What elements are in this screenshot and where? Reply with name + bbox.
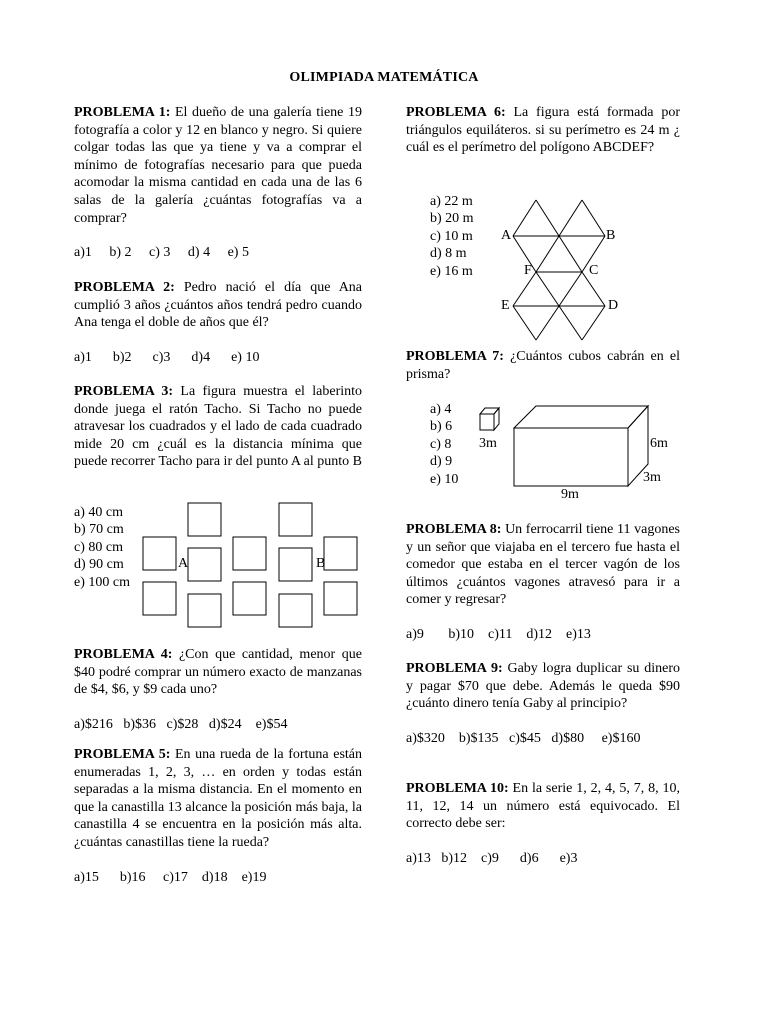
maze-square: [143, 582, 176, 615]
option-d: d) 8 m: [430, 246, 467, 262]
problem-10-label: PROBLEMA 10:: [406, 781, 509, 796]
cube-side: [494, 408, 499, 430]
problem-10-options: a)13 b)12 c)9 d)6 e)3: [406, 850, 578, 866]
problem-6: [406, 104, 680, 157]
edge: [536, 306, 559, 340]
problem-1: [74, 104, 362, 262]
maze-square: [188, 594, 221, 627]
option-c: c) 10 m: [430, 228, 473, 244]
point-b-label: B: [316, 556, 326, 571]
prism-figure: [476, 402, 656, 492]
problem-5: [74, 746, 362, 886]
problem-9: [406, 660, 680, 747]
problem-1-options: a)1 b) 2 c) 3 d) 4 e) 5: [74, 245, 249, 261]
problem-2-text: Pedro nació el día que Ana cumplió 3 años ¿cuántos años tendrá pedro cuando Ana tenga el doble de años que él?: [74, 280, 363, 331]
problem-5-label: PROBLEMA 5:: [74, 747, 171, 762]
problem-9-options: a)$320 b)$135 c)$45 d)$80 e)$160: [406, 730, 641, 746]
cube-front: [480, 414, 494, 430]
maze-square: [233, 582, 266, 615]
point-a-label: A: [178, 556, 189, 571]
problem-1-text: El dueño de una galería tiene 19 fotografía a color y 12 en blanco y negro. Si quiere colgar todas las que ya tiene y va a comprar el mínimo de fotografías necesario para que pueda acomodar la misma cantidad en cada una de las 6 salas de la galería ¿cuántas fotografías va a comprar?: [74, 105, 363, 226]
problem-2-options: a)1 b)2 c)3 d)4 e) 10: [74, 349, 260, 365]
maze-square: [143, 537, 176, 570]
problem-5-text: En una rueda de la fortuna están enumeradas 1, 2, 3, … en orden y todas están separadas a la misma distancia. En el momento en que la canastilla 13 alcance la posición más baja, la canastilla 4 se encuentra en la posición más alta. ¿cuántas canastillas tiene la rueda?: [74, 747, 362, 850]
problem-9-text: Gaby logra duplicar su dinero y pagar $70 que debe. Además le queda $90 ¿cuánto dinero tenía Gaby al principio?: [406, 661, 680, 712]
problem-4: [74, 646, 362, 733]
problem-3-label: PROBLEMA 3:: [74, 384, 174, 399]
prism-height-label: 6m: [650, 436, 668, 451]
vertex-b-label: B: [606, 228, 616, 243]
prism-front: [514, 428, 628, 486]
vertex-c-label: C: [589, 263, 599, 278]
prism-top: [514, 406, 648, 428]
prism-width-label: 9m: [561, 487, 579, 502]
edge: [536, 272, 559, 306]
vertex-d-label: D: [608, 298, 619, 313]
maze-square: [279, 594, 312, 627]
problem-2-label: PROBLEMA 2:: [74, 280, 175, 295]
problem-10-text: En la serie 1, 2, 4, 5, 7, 8, 10, 11, 12, 14 un número está equivocado. El correcto debe ser:: [406, 781, 680, 832]
option-e: e) 10: [430, 471, 459, 487]
maze-square: [279, 503, 312, 536]
edge: [559, 200, 582, 236]
option-a: a) 22 m: [430, 194, 473, 209]
problem-1-label: PROBLEMA 1:: [74, 105, 171, 120]
maze-square: [188, 503, 221, 536]
edge: [559, 236, 582, 272]
page-title: OLIMPIADA MATEMÁTICA: [289, 70, 479, 85]
maze-square: [324, 537, 357, 570]
option-e: e) 16 m: [430, 263, 473, 279]
option-a: a) 4: [430, 402, 452, 417]
edge: [559, 272, 582, 306]
problem-3-text: La figura muestra el laberinto donde juega el ratón Tacho. Si Tacho no puede atravesar los cuadrados y el lado de cada cuadrado mide 20 cm ¿cuál es la distancia mínima que puede recorrer Tacho para ir del punto A al punto B: [74, 384, 363, 470]
labyrinth-figure: [140, 500, 360, 630]
problem-7: [406, 348, 680, 383]
option-d: d) 90 cm: [74, 557, 124, 573]
maze-square: [233, 537, 266, 570]
option-c: c) 8: [430, 436, 452, 452]
problem-9-label: PROBLEMA 9:: [406, 661, 503, 676]
edge: [513, 200, 536, 236]
problem-8-text: Un ferrocarril tiene 11 vagones y un señor que viajaba en el tercero fue hasta el comedor que estaba en el tercer vagón de los últimos ¿cuántos vagones atravesó para ir a comer y regresar?: [406, 522, 681, 608]
problem-5-options: a)15 b)16 c)17 d)18 e)19: [74, 869, 267, 885]
maze-square: [279, 548, 312, 581]
problem-2: [74, 279, 362, 366]
problem-8: [406, 521, 680, 644]
problem-8-options: a)9 b)10 c)11 d)12 e)13: [406, 626, 591, 642]
problem-3-options: [74, 504, 130, 591]
option-e: e) 100 cm: [74, 574, 130, 590]
problem-8-label: PROBLEMA 8:: [406, 522, 502, 537]
edge: [536, 236, 559, 272]
option-b: b) 20 m: [430, 211, 474, 227]
edge: [582, 200, 605, 236]
option-d: d) 9: [430, 454, 453, 470]
edge: [513, 306, 536, 340]
problem-7-text: ¿Cuántos cubos cabrán en el prisma?: [406, 349, 681, 382]
problem-6-text: La figura está formada por triángulos equiláteros. si su perímetro es 24 m ¿ cuál es el perímetro del polígono ABCDEF?: [406, 105, 681, 156]
problem-4-text: ¿Con que cantidad, menor que $40 podré comprar un número exacto de manzanas de $4, $6, y $9 cada uno?: [74, 647, 362, 698]
maze-square: [188, 548, 221, 581]
option-c: c) 80 cm: [74, 539, 123, 555]
cube-label: 3m: [479, 436, 497, 451]
edge: [582, 306, 605, 340]
vertex-f-label: F: [524, 263, 532, 278]
problem-4-options: a)$216 b)$36 c)$28 d)$24 e)$54: [74, 716, 288, 732]
problem-7-label: PROBLEMA 7:: [406, 349, 504, 364]
problem-4-label: PROBLEMA 4:: [74, 647, 173, 662]
option-b: b) 70 cm: [74, 522, 124, 538]
edge: [536, 200, 559, 236]
edge: [559, 306, 582, 340]
problem-6-label: PROBLEMA 6:: [406, 105, 506, 120]
problem-6-options: [430, 193, 474, 280]
option-b: b) 6: [430, 419, 453, 435]
problem-7-options: [430, 401, 458, 488]
maze-square: [324, 582, 357, 615]
prism-depth-label: 3m: [643, 470, 661, 485]
vertex-a-label: A: [501, 228, 512, 243]
option-a: a) 40 cm: [74, 505, 123, 520]
problem-10: [406, 780, 680, 867]
triangle-figure: [500, 196, 620, 344]
vertex-e-label: E: [501, 298, 510, 313]
problem-3: [74, 383, 362, 471]
